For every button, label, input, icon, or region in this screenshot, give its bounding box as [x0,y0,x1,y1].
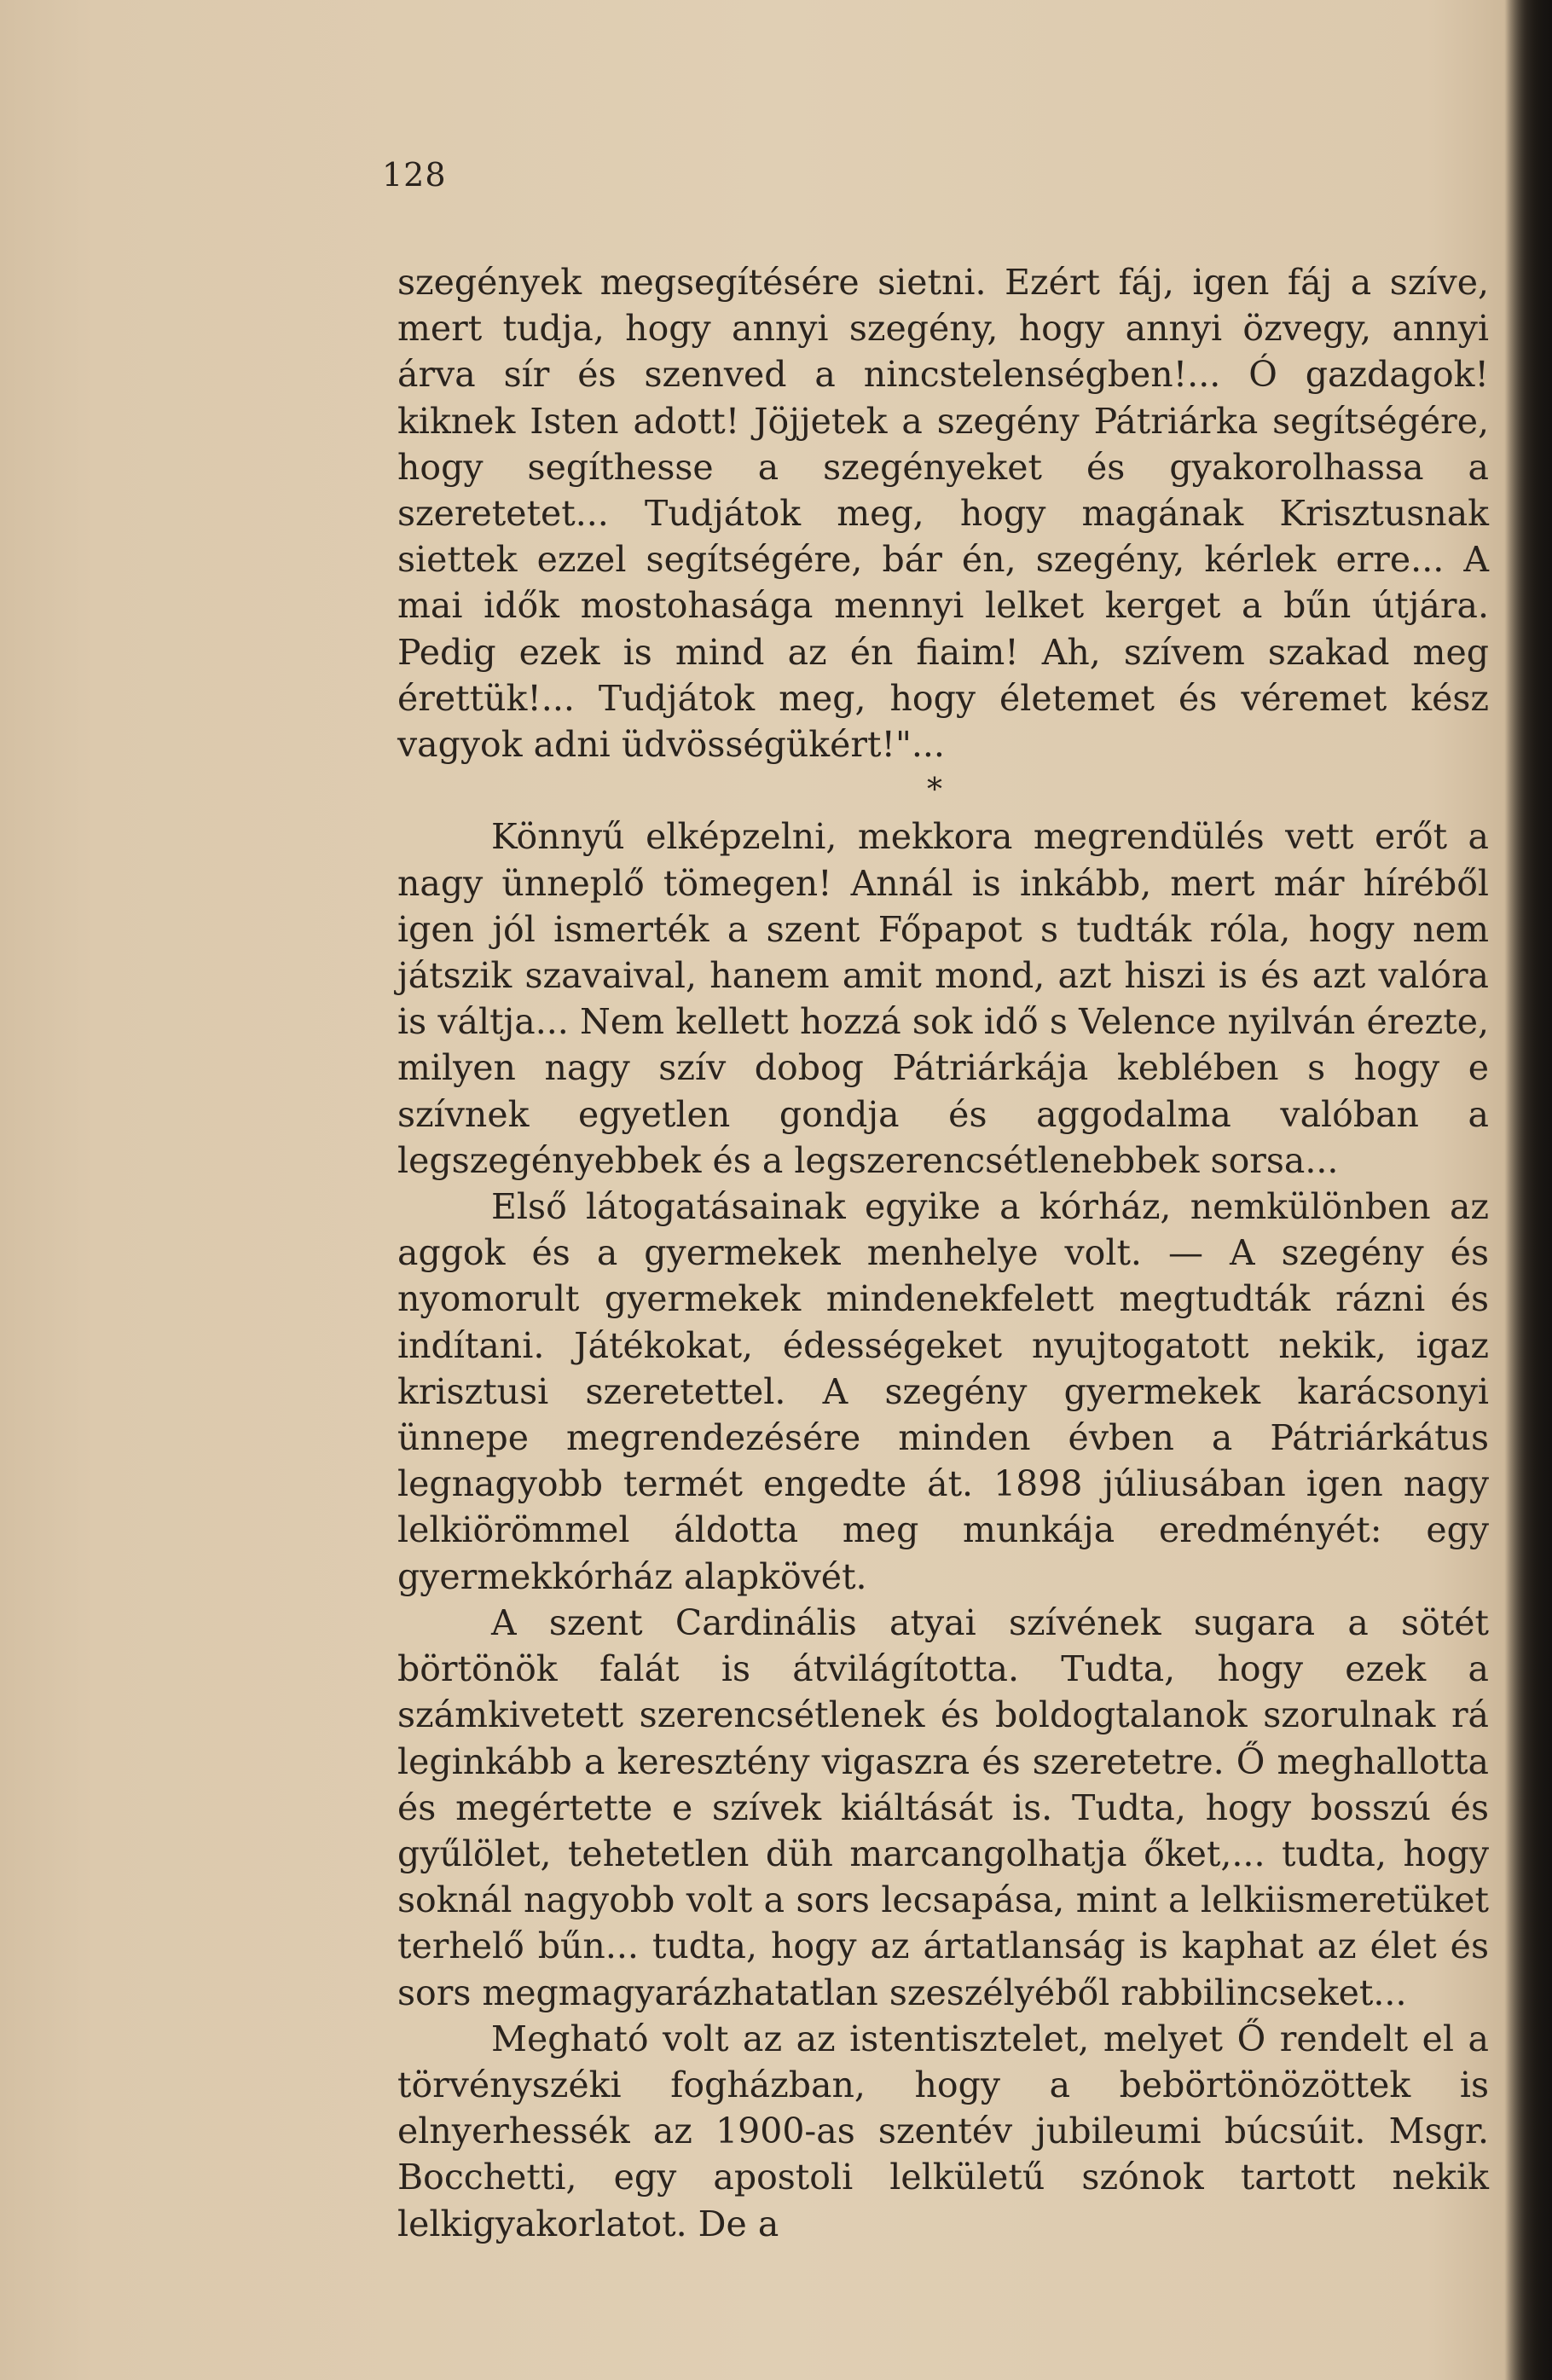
paragraph: Első látogatásainak egyike a kórház, nemkülönben az aggok és a gyermekek menhelye volt. — A szegény és nyomorult gyermekek mindenekfelett megtudták rázni és indítani. Játékokat, édességeket nyujtogatott nekik, igaz krisztusi szeretettel. A szegény gyermekek karácsonyi ünnepe megrendezésére minden évben a Pátriárkátus legnagyobb termét engedte át. 1898 júliusában igen nagy lelkiörömmel áldotta meg munkája eredményét: egy gyermekkórház alapkövét. [397,1186,1489,1597]
paragraph: Megható volt az az istentisztelet, melyet Ő rendelt el a törvényszéki fogházban, hogy a bebörtönözöttek is elnyerhessék az 1900-as szentév jubileumi búcsúit. Msgr. Bocchetti, egy apostoli lelkületű szónok tartott nekik lelkigyakorlatot. De a [397,2018,1489,2244]
paragraph-continuation: szegények megsegítésére sietni. Ezért fáj, igen fáj a szíve, mert tudja, hogy annyi szegény, hogy annyi özvegy, annyi árva sír és szenved a nincstelenségben!... Ó gazdagok! kiknek Isten adott! Jöjjetek a szegény Pátriárka segítségére, hogy segíthesse a szegényeket és gyakorolhassa a szeretetet... Tudjátok meg, hogy magának Krisztusnak siettek ezzel segítségére, bár én, szegény, kérlek erre... A mai idők mostohasága mennyi lelket kerget a bűn útjára. Pedig ezek is mind az én fiaim! Ah, szívem szakad meg érettük!... Tudjátok meg, hogy életemet és véremet kész vagyok adni üdvösségükért!"... [397,262,1489,766]
section-separator: * [927,773,942,808]
body-text [397,259,1489,2247]
page-number: 128 [382,156,447,194]
paragraph: Könnyű elképzelni, mekkora megrendülés vett erőt a nagy ünneplő tömegen! Annál is inkább, mert már híréből igen jól ismerték a szent Főpapot s tudták róla, hogy nem játszik szavaival, hanem amit mond, azt hiszi is és azt valóra is váltja... Nem kellett hozzá sok idő s Velence nyilván érezte, milyen nagy szív dobog Pátriárkája keblében s hogy e szívnek egyetlen gondja és aggodalma valóban a legszegényebbek és a legszerencsétlenebbek sorsa... [397,816,1489,1181]
page-shadow-edge [1504,0,1552,2380]
paragraph: A szent Cardinális atyai szívének sugara a sötét börtönök falát is átvilágította. Tudta, hogy ezek a számkivetett szerencsétlenek és boldogtalanok szorulnak rá leginkább a keresztény vigaszra és szeretetre. Ő meghallotta és megértette e szívek kiáltását is. Tudta, hogy bosszú és gyűlölet, tehetetlen düh marcangolhatja őket,... tudta, hogy soknál nagyobb volt a sors lecsapása, mint a lelkiismeretüket terhelő bűn... tudta, hogy az ártatlanság is kaphat az élet és sors megmagyarázhatatlan szeszélyéből rabbilincseket... [397,1601,1489,2013]
